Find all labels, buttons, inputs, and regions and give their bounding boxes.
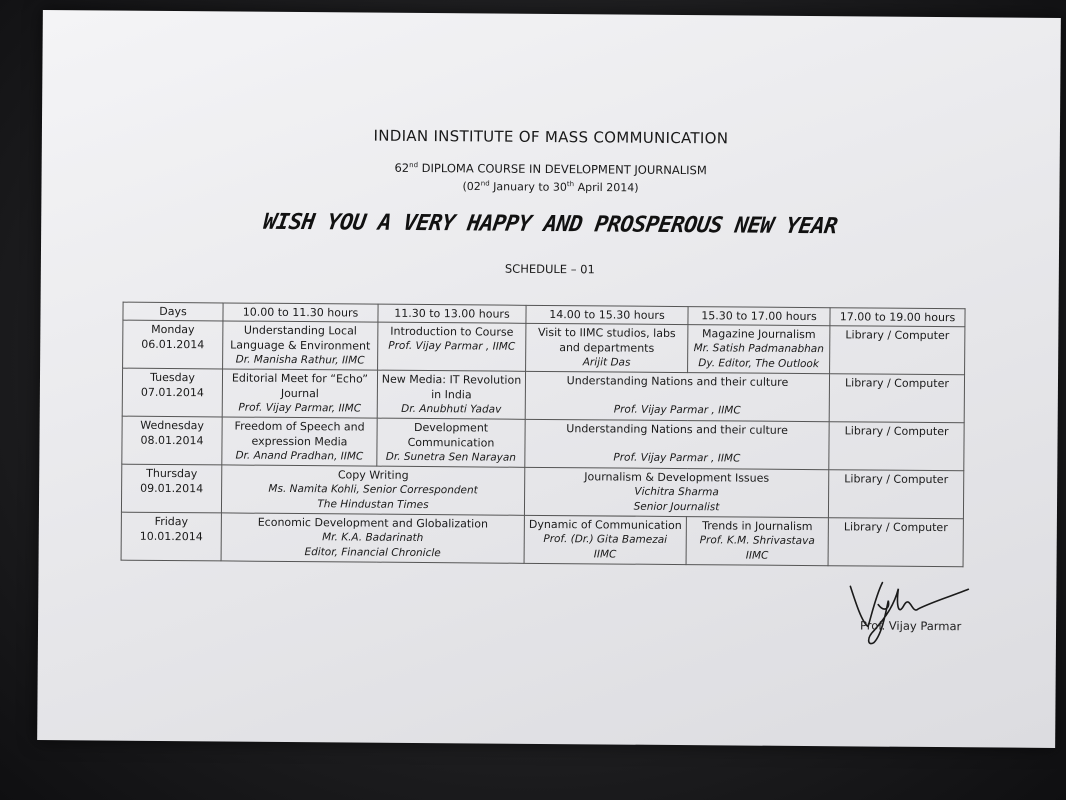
session-cell: Introduction to Course Prof. Vijay Parmar , IIMC: [378, 322, 526, 371]
header-cell: 17.00 to 19.00 hours: [830, 308, 965, 327]
day-cell: Friday 10.01.2014: [121, 512, 221, 561]
session-cell: Economic Development and Globalization Mr. K.A. Badarinath Editor, Financial Chronicle: [221, 513, 524, 563]
session-cell: New Media: IT Revolution in India Dr. Anubhuti Yadav: [377, 370, 525, 419]
table-row: [122, 416, 964, 471]
institute-title: INDIAN INSTITUTE OF MASS COMMUNICATION: [373, 126, 729, 148]
table-row: [122, 368, 964, 423]
paper-sheet: [37, 10, 1061, 748]
header-cell: 11.30 to 13.00 hours: [378, 304, 526, 323]
session-cell: Understanding Nations and their culture Prof. Vijay Parmar , IIMC: [525, 419, 829, 469]
day-cell: Tuesday 07.01.2014: [122, 368, 222, 417]
day-cell: Thursday 09.01.2014: [121, 464, 221, 513]
session-cell: Dynamic of Communication Prof. (Dr.) Gita Bamezai IIMC: [524, 515, 686, 564]
library-cell: Library / Computer: [829, 374, 964, 423]
table-row: [121, 512, 963, 567]
session-cell: Magazine Journalism Mr. Satish Padmanabhan Dy. Editor, The Outlook: [688, 325, 830, 374]
session-cell: Journalism & Development Issues Vichitra Sharma Senior Journalist: [524, 467, 828, 517]
session-cell: Copy Writing Ms. Namita Kohli, Senior Correspondent The Hindustan Times: [221, 465, 524, 515]
session-cell: Understanding Local Language & Environment Dr. Manisha Rathur, IIMC: [223, 321, 378, 370]
library-cell: Library / Computer: [828, 470, 963, 519]
course-title: 62nd DIPLOMA COURSE IN DEVELOPMENT JOURNALISM: [394, 160, 707, 178]
session-cell: Development Communication Dr. Sunetra Sen Narayan: [377, 418, 525, 467]
signature-scribble: [838, 564, 979, 655]
day-cell: Wednesday 08.01.2014: [122, 416, 222, 465]
session-cell: Freedom of Speech and expression Media Dr. Anand Pradhan, IIMC: [222, 417, 377, 466]
signatory-name: Prof. Vijay Parmar: [860, 618, 962, 634]
header-cell: Days: [123, 302, 223, 321]
header-cell: 15.30 to 17.00 hours: [688, 307, 830, 326]
schedule-table: [121, 302, 966, 568]
session-cell: Visit to IIMC studios, labs and departments Arijit Das: [526, 323, 688, 372]
library-cell: Library / Computer: [829, 422, 964, 471]
header-cell: 14.00 to 15.30 hours: [526, 305, 688, 324]
schedule-title: SCHEDULE – 01: [504, 261, 595, 277]
new-year-greeting: WISH YOU A VERY HAPPY AND PROSPEROUS NEW YEAR: [261, 209, 839, 240]
session-cell: Editorial Meet for “Echo” Journal Prof. Vijay Parmar, IIMC: [222, 369, 377, 418]
library-cell: Library / Computer: [828, 518, 963, 567]
table-row: [123, 320, 965, 375]
session-cell: Trends in Journalism Prof. K.M. Shrivastava IIMC: [686, 517, 828, 566]
course-dates: (02nd January to 30th April 2014): [462, 179, 639, 195]
library-cell: Library / Computer: [830, 326, 965, 375]
session-cell: Understanding Nations and their culture Prof. Vijay Parmar , IIMC: [525, 371, 829, 421]
day-cell: Monday 06.01.2014: [123, 320, 223, 369]
table-row: [121, 464, 963, 519]
header-cell: 10.00 to 11.30 hours: [223, 303, 378, 322]
